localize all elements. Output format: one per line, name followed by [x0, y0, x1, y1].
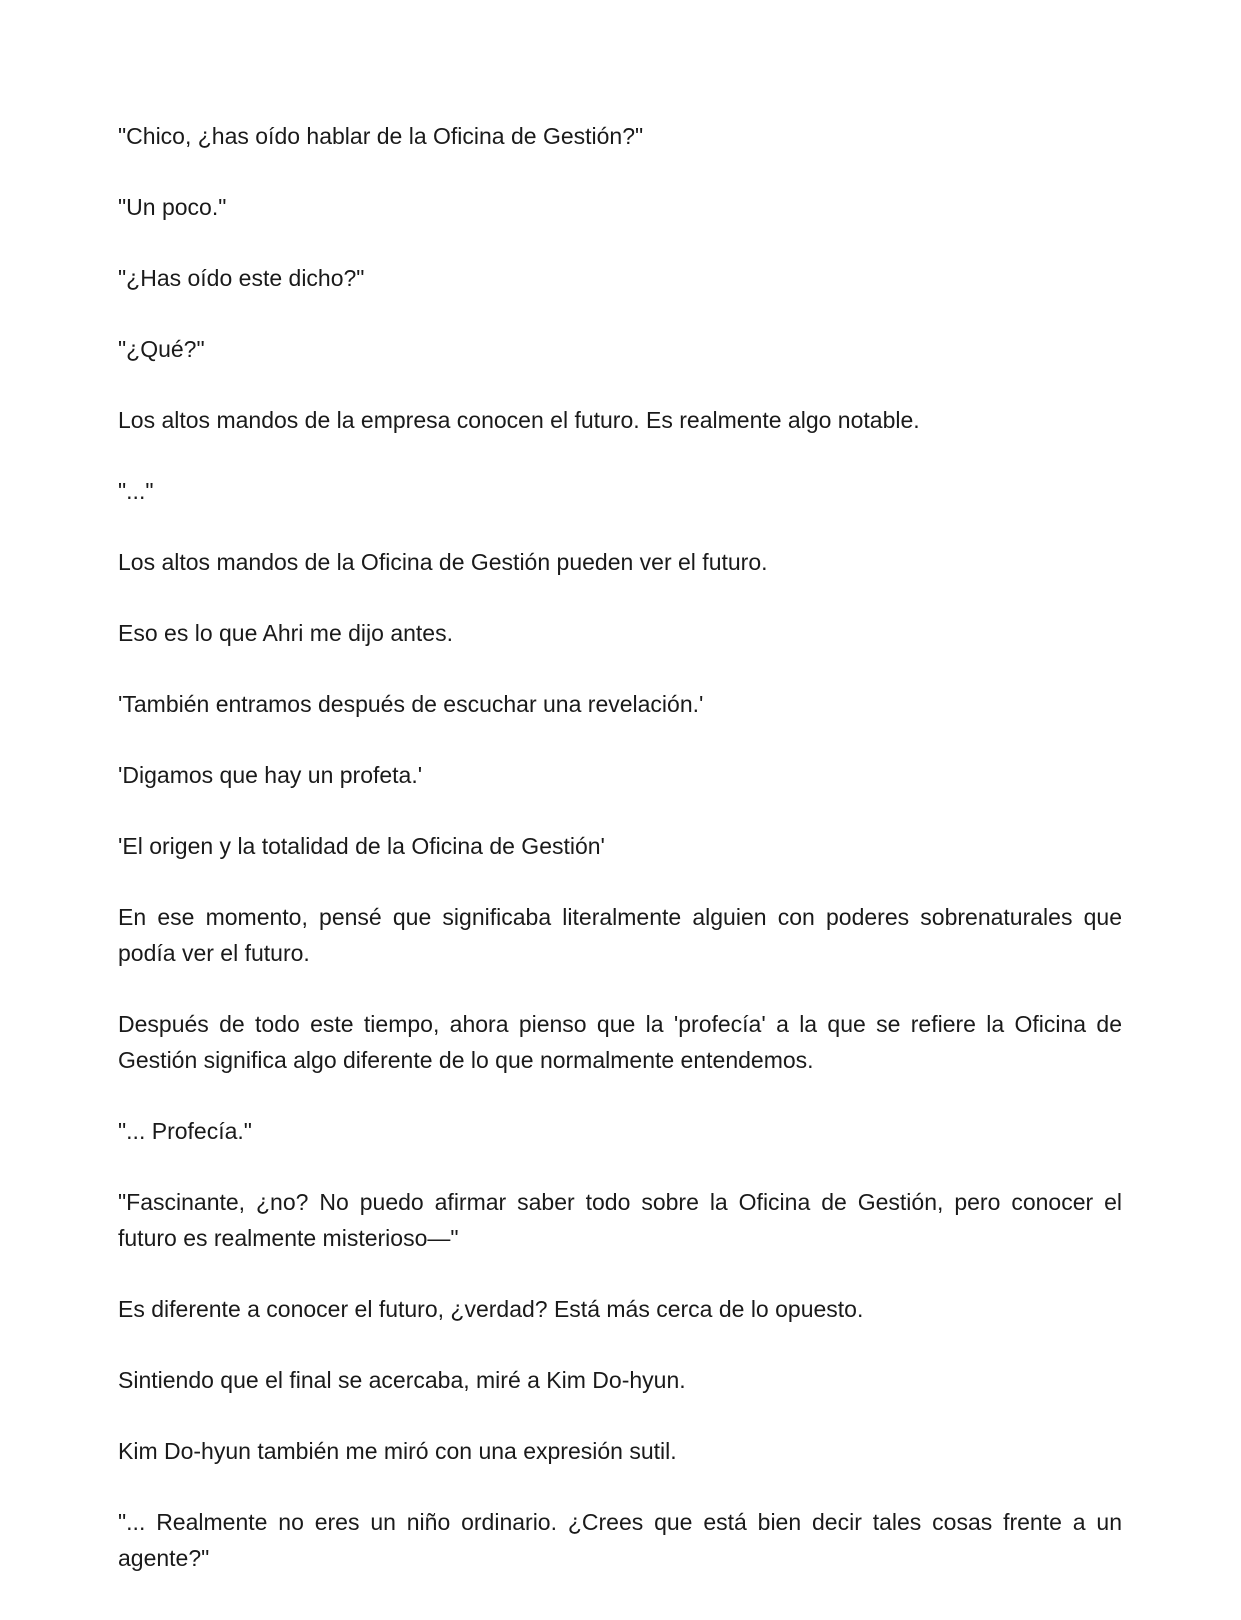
paragraph: "Chico, ¿has oído hablar de la Oficina de Gestión?" — [118, 123, 644, 149]
paragraph: 'El origen y la totalidad de la Oficina de Gestión' — [118, 833, 605, 859]
paragraph: "..." — [118, 478, 154, 504]
paragraph: "Fascinante, ¿no? No puedo afirmar saber todo sobre la Oficina de Gestión, pero conocer el futuro es realmente misterioso—" — [118, 1189, 1122, 1251]
document-body — [118, 118, 1122, 1611]
paragraph: "... Realmente no eres un niño ordinario. ¿Crees que está bien decir tales cosas frente a un agente?" — [118, 1509, 1122, 1571]
paragraph: "... Profecía." — [118, 1118, 252, 1144]
paragraph: "Un poco." — [118, 194, 227, 220]
paragraph: "¿Qué?" — [118, 336, 205, 362]
paragraph: "¿Has oído este dicho?" — [118, 265, 365, 291]
paragraph: En ese momento, pensé que significaba literalmente alguien con poderes sobrenaturales que podía ver el futuro. — [118, 904, 1122, 966]
paragraph: Eso es lo que Ahri me dijo antes. — [118, 620, 453, 646]
paragraph: Sintiendo que el final se acercaba, miré a Kim Do-hyun. — [118, 1367, 686, 1393]
paragraph: 'Digamos que hay un profeta.' — [118, 762, 423, 788]
paragraph: Los altos mandos de la Oficina de Gestión pueden ver el futuro. — [118, 549, 768, 575]
paragraph: Es diferente a conocer el futuro, ¿verdad? Está más cerca de lo opuesto. — [118, 1296, 864, 1322]
paragraph: 'También entramos después de escuchar una revelación.' — [118, 691, 704, 717]
paragraph: Kim Do-hyun también me miró con una expresión sutil. — [118, 1438, 677, 1464]
paragraph: Los altos mandos de la empresa conocen el futuro. Es realmente algo notable. — [118, 407, 920, 433]
paragraph: Después de todo este tiempo, ahora pienso que la 'profecía' a la que se refiere la Oficina de Gestión significa algo diferente de lo que normalmente entendemos. — [118, 1011, 1122, 1073]
